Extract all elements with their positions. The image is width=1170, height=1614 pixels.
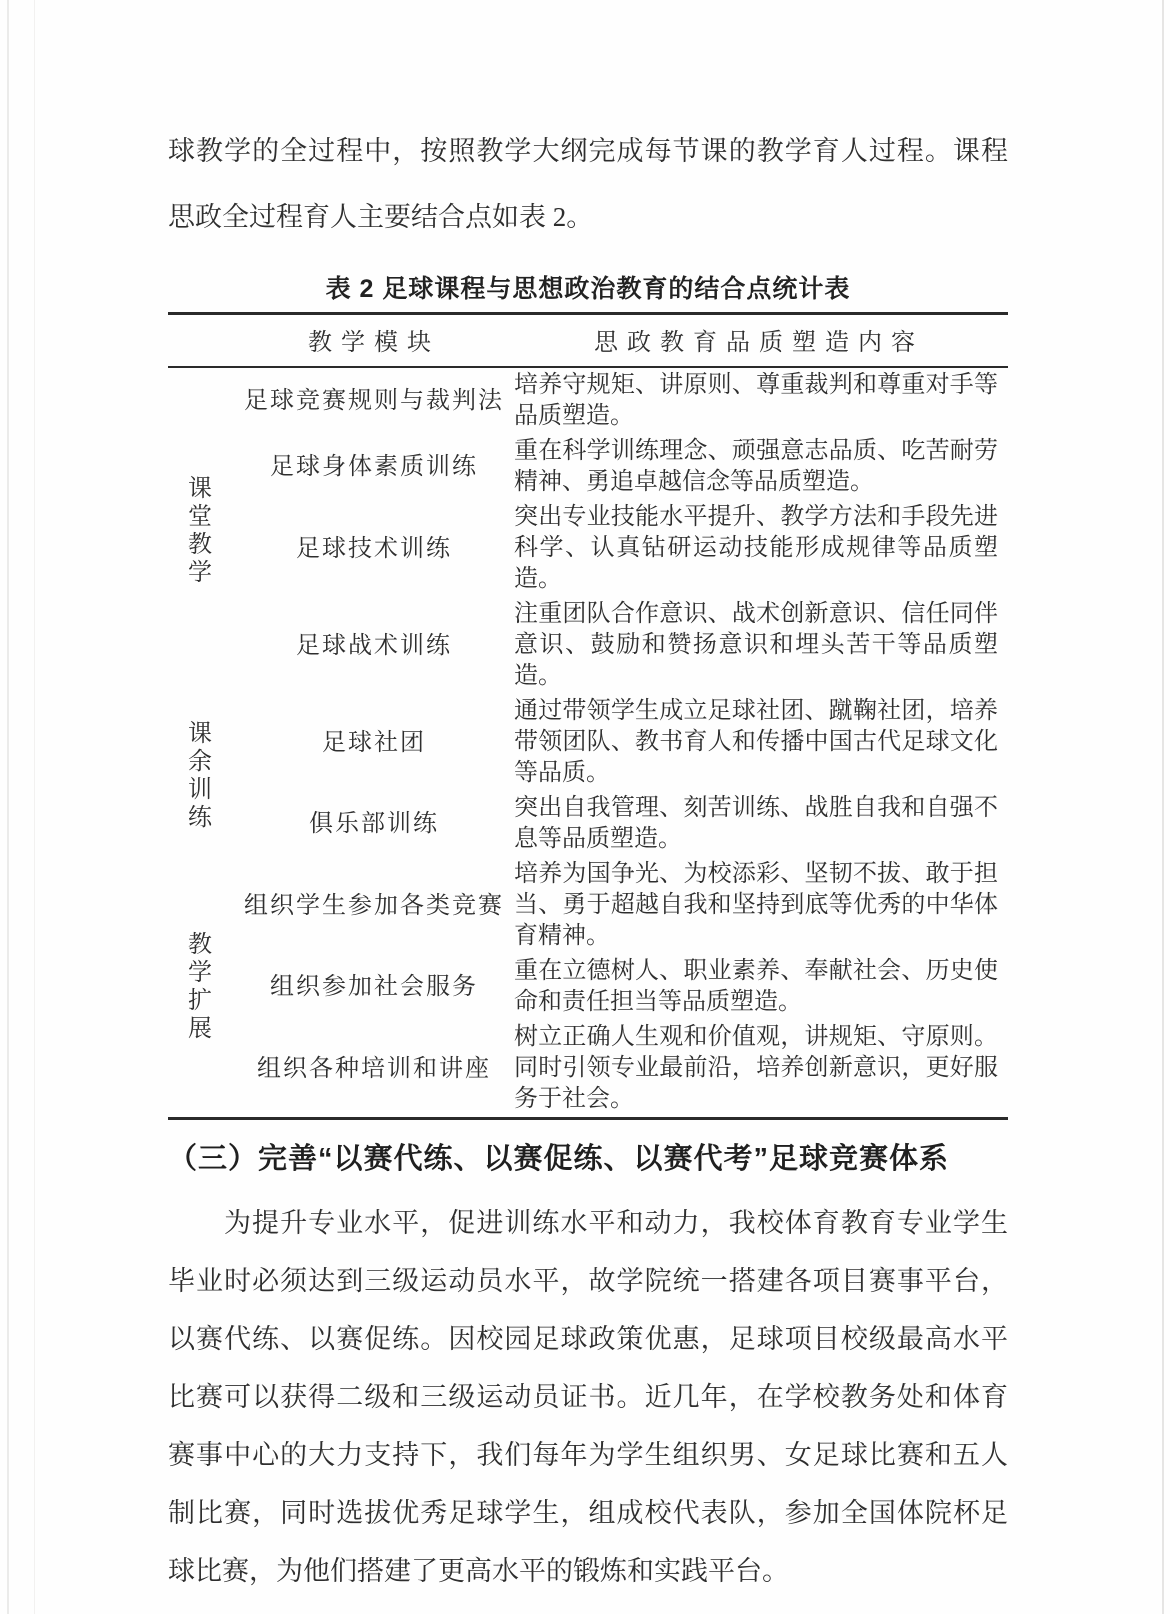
content-cell: 突出自我管理、刻苦训练、战胜自我和自强不息等品质塑造。 [514,795,998,852]
module-cell: 组织学生参加各类竞赛 [244,892,504,919]
combination-points-table [168,312,1008,1120]
content-cell: 培养为国争光、为校添彩、坚韧不拔、敢于担当、勇于超越自我和坚持到底等优秀的中华体育精神。 [514,861,998,949]
text-line: 比赛可以获得二级和三级运动员证书。近几年，在学校教务处和体育 [168,1382,1008,1412]
module-cell: 组织参加社会服务 [270,974,478,1000]
content-cell: 重在科学训练理念、顽强意志品质、吃苦耐劳精神、勇追卓越信念等品质塑造。 [514,438,998,495]
group-label-cell [168,367,238,694]
module-cell: 足球战术训练 [296,632,452,659]
module-cell: 足球技术训练 [296,535,452,562]
group-label-cell [168,857,238,1119]
table-row [168,954,1008,1020]
table-row [168,434,1008,500]
table-row [168,791,1008,857]
column-header-module: 教学模块 [168,314,510,368]
content-cell: 重在立德树人、职业素养、奉献社会、历史使命和责任担当等品质塑造。 [514,958,998,1015]
group-label-cell [168,694,238,857]
text-line: 思政全过程育人主要结合点如表 2。 [168,202,594,232]
scan-edge-line [34,0,35,1614]
column-header-content: 思政教育品质塑造内容 [510,314,1008,368]
table-title: 表 2 足球课程与思想政治教育的结合点统计表 [325,275,851,303]
content-cell: 通过带领学生成立足球社团、蹴鞠社团，培养带领团队、教书育人和传播中国古代足球文化等品质。 [514,698,998,786]
table-row [168,500,1008,597]
group-label: 课堂教学 [188,476,212,586]
module-cell: 组织各种培训和讲座 [257,1055,491,1082]
table-row [168,857,1008,954]
body-paragraph [168,1194,1008,1600]
group-label: 教学扩展 [188,932,212,1042]
module-cell: 足球社团 [322,729,426,756]
text-line: 赛事中心的大力支持下，我们每年为学生组织男、女足球比赛和五人 [168,1440,1008,1470]
text-line: 为提升专业水平，促进训练水平和动力，我校体育教育专业学生 [224,1208,1008,1238]
module-cell: 足球身体素质训练 [270,454,478,480]
page-content [168,118,1008,1600]
text-line: 制比赛，同时选拔优秀足球学生，组成校代表队，参加全国体院杯足 [168,1498,1008,1528]
module-cell: 足球竞赛规则与裁判法 [244,388,504,414]
text-line: 毕业时必须达到三级运动员水平，故学院统一搭建各项目赛事平台， [168,1266,1008,1296]
table-row [168,367,1008,434]
group-label: 课余训练 [188,720,212,831]
text-line: 球比赛，为他们搭建了更高水平的锻炼和实践平台。 [168,1556,789,1586]
content-cell: 注重团队合作意识、战术创新意识、信任同伴意识、鼓励和赞扬意识和埋头苦干等品质塑造。 [514,601,998,689]
table-row [168,694,1008,791]
scan-edge-line [1162,0,1164,1614]
scan-edge-line [7,0,9,1614]
table-header-row [168,314,1008,368]
content-cell: 树立正确人生观和价值观，讲规矩、守原则。同时引领专业最前沿，培养创新意识，更好服务于社会。 [514,1024,998,1112]
table-row [168,597,1008,694]
text-line: 球教学的全过程中，按照教学大纲完成每节课的教学育人过程。课程 [168,136,1008,166]
module-cell: 俱乐部训练 [309,811,439,837]
table-row [168,1020,1008,1119]
text-line: 以赛代练、以赛促练。因校园足球政策优惠，足球项目校级最高水平 [168,1324,1008,1354]
content-cell: 培养守规矩、讲原则、尊重裁判和尊重对手等品质塑造。 [514,372,998,429]
section-heading: （三）完善“以赛代练、以赛促练、以赛代考”足球竞赛体系 [168,1143,950,1175]
content-cell: 突出专业技能水平提升、教学方法和手段先进科学、认真钻研运动技能形成规律等品质塑造。 [514,504,998,592]
intro-paragraph [168,118,1008,250]
